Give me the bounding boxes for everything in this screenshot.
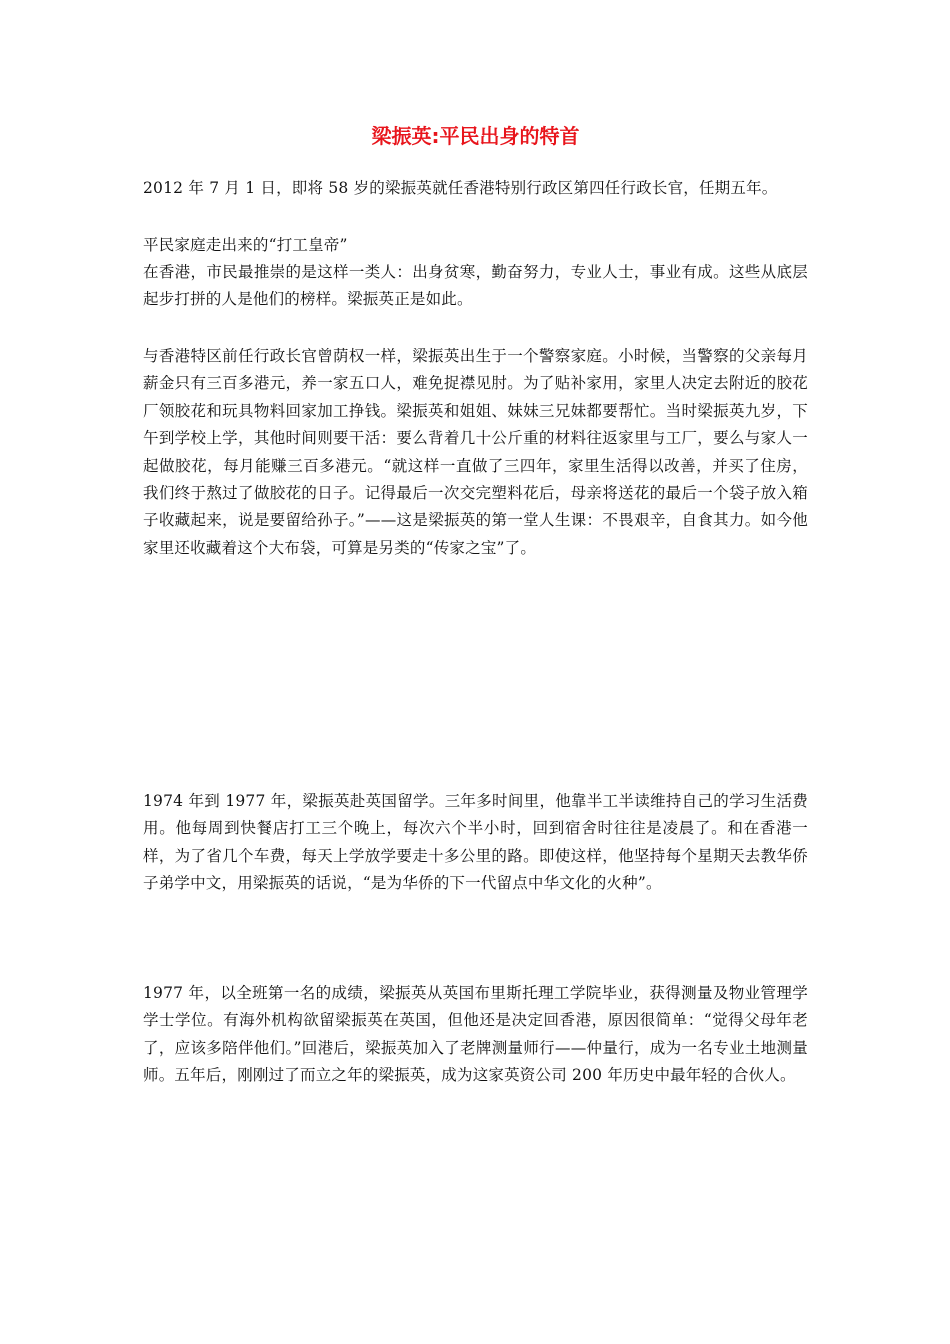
paragraph-hk-role-models: 在香港，市民最推崇的是这样一类人：出身贫寒，勤奋努力，专业人士，事业有成。这些从底层起步打拼的人是他们的榜样。梁振英正是如此。: [143, 263, 808, 309]
paragraph-childhood: 与香港特区前任行政长官曾荫权一样，梁振英出生于一个警察家庭。小时候，当警察的父亲每月薪金只有三百多港元，养一家五口人，难免捉襟见肘。为了贴补家用，家里人决定去附近的胶花厂领胶花和玩具物料回家加工挣钱。梁振英和姐姐、妹妹三兄妹都要帮忙。当时梁振英九岁，下午到学校上学，其他时间则要干活：要么背着几十公斤重的材料往返家里与工厂，要么与家人一起做胶花，每月能赚三百多港元。“就这样一直做了三四年，家里生活得以改善，并买了住房，我们终于熬过了做胶花的日子。记得最后一次交完塑料花后，母亲将送花的最后一个袋子放入箱子收藏起来，说是要留给孙子。”——这是梁振英的第一堂人生课：不畏艰辛，自食其力。如今他家里还收藏着这个大布袋，可算是另类的“传家之宝”了。: [143, 347, 808, 557]
section-heading: 平民家庭走出来的“打工皇帝”: [143, 236, 348, 254]
paragraph-inauguration: 2012 年 7 月 1 日，即将 58 岁的梁振英就任香港特别行政区第四任行政长官，任期五年。: [143, 179, 778, 197]
document-title: 梁振英:平民出身的特首: [371, 124, 580, 148]
paragraph-study-abroad: 1974 年到 1977 年，梁振英赴英国留学。三年多时间里，他靠半工半读维持自己的学习生活费用。他每周到快餐店打工三个晚上，每次六个半小时，回到宿舍时往往是凌晨了。和在香港一样，为了省几个车费，每天上学放学要走十多公里的路。即使这样，他坚持每个星期天去教华侨子弟学中文，用梁振英的话说，“是为华侨的下一代留点中华文化的火种”。: [143, 792, 808, 893]
paragraph-career: 1977 年，以全班第一名的成绩，梁振英从英国布里斯托理工学院毕业，获得测量及物业管理学学士学位。有海外机构欲留梁振英在英国，但他还是决定回香港，原因很简单：“觉得父母年老了，应该多陪伴他们。”回港后，梁振英加入了老牌测量师行——仲量行，成为一名专业土地测量师。五年后，刚刚过了而立之年的梁振英，成为这家英资公司 200 年历史中最年轻的合伙人。: [143, 984, 808, 1085]
